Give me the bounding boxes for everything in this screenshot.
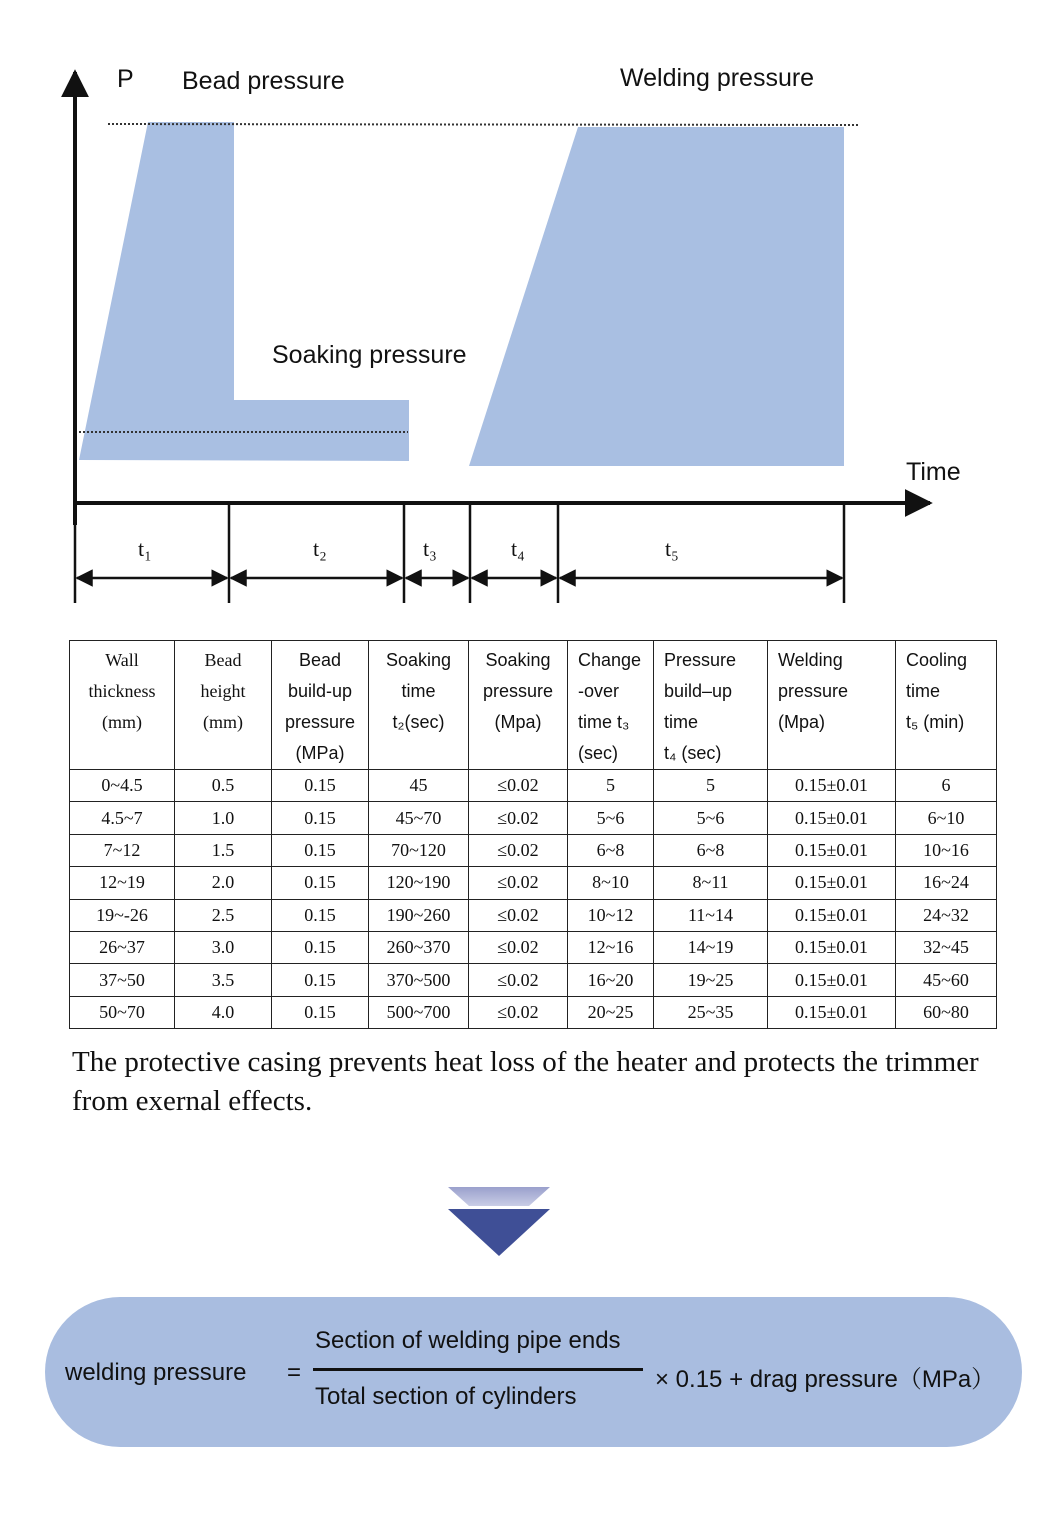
table-cell: 19~-26 (70, 899, 175, 931)
table-cell: 20~25 (568, 996, 654, 1028)
header-soaking-pressure: Soaking pressure (Mpa) (469, 641, 568, 770)
table-cell: 0.15±0.01 (768, 770, 896, 802)
interval-label-t2: t₂ (313, 536, 327, 561)
table-row (70, 931, 997, 963)
header-bead-buildup-pressure: Bead build-up pressure (MPa) (272, 641, 369, 770)
table-cell: 12~16 (568, 931, 654, 963)
table-cell: 70~120 (369, 834, 469, 866)
table-cell: ≤0.02 (469, 899, 568, 931)
table-cell: 10~16 (896, 834, 997, 866)
table-cell: 0.15±0.01 (768, 964, 896, 996)
table-cell: 0~4.5 (70, 770, 175, 802)
table-row (70, 802, 997, 834)
table-cell: ≤0.02 (469, 931, 568, 963)
table-cell: 0.15 (272, 802, 369, 834)
interval-label-t3: t₃ (423, 536, 437, 561)
table-cell: 0.15 (272, 867, 369, 899)
table-cell: 37~50 (70, 964, 175, 996)
bead-pressure-region (79, 122, 409, 461)
welding-pressure-label: Welding pressure (620, 64, 815, 92)
interval-label-t1: t₁ (138, 536, 152, 561)
table-cell: 50~70 (70, 996, 175, 1028)
table-cell: 8~10 (568, 867, 654, 899)
table-cell: 2.0 (175, 867, 272, 899)
interval-label-t4: t₄ (511, 536, 525, 561)
table-cell: ≤0.02 (469, 964, 568, 996)
table-cell: 0.15±0.01 (768, 899, 896, 931)
table-row (70, 834, 997, 866)
table-cell: 0.15 (272, 996, 369, 1028)
table-cell: ≤0.02 (469, 996, 568, 1028)
formula-numerator: Section of welding pipe ends (315, 1327, 621, 1354)
table-cell: 0.5 (175, 770, 272, 802)
header-changeover-time: Change -over time t₃ (sec) (568, 641, 654, 770)
welding-pressure-dotted-line (108, 124, 858, 125)
table-row (70, 899, 997, 931)
header-welding-pressure: Welding pressure (Mpa) (768, 641, 896, 770)
table-cell: 0.15 (272, 931, 369, 963)
table-cell: 1.5 (175, 834, 272, 866)
table-cell: 0.15±0.01 (768, 834, 896, 866)
table-cell: 24~32 (896, 899, 997, 931)
table-cell: 6 (896, 770, 997, 802)
table-cell: 1.0 (175, 802, 272, 834)
bead-pressure-label: Bead pressure (182, 67, 345, 95)
table-cell: 10~12 (568, 899, 654, 931)
header-pressure-buildup-time: Pressure build–up time t₄ (sec) (654, 641, 768, 770)
formula-left-term: welding pressure (65, 1359, 247, 1386)
table-cell: 6~8 (568, 834, 654, 866)
table-cell: 14~19 (654, 931, 768, 963)
table-cell: 16~20 (568, 964, 654, 996)
table-cell: 0.15±0.01 (768, 802, 896, 834)
table-body (70, 770, 997, 1029)
welding-pressure-region (469, 127, 844, 466)
table-cell: 500~700 (369, 996, 469, 1028)
table-cell: ≤0.02 (469, 834, 568, 866)
table-cell: 0.15 (272, 964, 369, 996)
table-cell: ≤0.02 (469, 867, 568, 899)
table-cell: 5~6 (568, 802, 654, 834)
interval-ticks (75, 503, 844, 603)
table-row (70, 867, 997, 899)
table-cell: 3.0 (175, 931, 272, 963)
table-cell: 19~25 (654, 964, 768, 996)
table-cell: ≤0.02 (469, 770, 568, 802)
table-cell: 5~6 (654, 802, 768, 834)
table-cell: 26~37 (70, 931, 175, 963)
welding-pressure-formula (45, 1297, 1022, 1447)
welding-parameter-table (69, 640, 997, 1029)
pressure-time-diagram (0, 0, 1049, 620)
header-soaking-time: Soaking time t₂(sec) (369, 641, 469, 770)
table-cell: 45~70 (369, 802, 469, 834)
formula-equals: = (287, 1359, 302, 1386)
table-cell: 60~80 (896, 996, 997, 1028)
table-cell: 370~500 (369, 964, 469, 996)
table-cell: 7~12 (70, 834, 175, 866)
table-cell: 6~8 (654, 834, 768, 866)
table-cell: 8~11 (654, 867, 768, 899)
table-cell: 32~45 (896, 931, 997, 963)
table-cell: 4.0 (175, 996, 272, 1028)
table-cell: 0.15±0.01 (768, 931, 896, 963)
header-cooling-time: Cooling time t₅ (min) (896, 641, 997, 770)
table-cell: 0.15 (272, 899, 369, 931)
table-cell: 0.15±0.01 (768, 996, 896, 1028)
table-cell: ≤0.02 (469, 802, 568, 834)
table-cell: 190~260 (369, 899, 469, 931)
table-cell: 120~190 (369, 867, 469, 899)
table-cell: 11~14 (654, 899, 768, 931)
table-cell: 0.15 (272, 770, 369, 802)
interval-label-t5: t₅ (665, 536, 679, 561)
caption-text: The protective casing prevents heat loss of the heater and protects the trimmer from exernal effects. (72, 1046, 979, 1117)
table-cell: 45~60 (896, 964, 997, 996)
arrow-down-icon (448, 1185, 550, 1257)
header-bead-height: Bead height (mm) (175, 641, 272, 770)
table-cell: 6~10 (896, 802, 997, 834)
table-cell: 12~19 (70, 867, 175, 899)
table-cell: 25~35 (654, 996, 768, 1028)
fraction-bar (313, 1368, 643, 1371)
table-cell: 5 (654, 770, 768, 802)
table-cell: 5 (568, 770, 654, 802)
table-cell: 4.5~7 (70, 802, 175, 834)
table-cell: 260~370 (369, 931, 469, 963)
formula-right-term: × 0.15 + drag pressure（MPa） (655, 1366, 996, 1393)
soaking-pressure-label: Soaking pressure (272, 341, 467, 369)
table-row (70, 964, 997, 996)
table-cell: 0.15±0.01 (768, 867, 896, 899)
table-cell: 3.5 (175, 964, 272, 996)
table-cell: 16~24 (896, 867, 997, 899)
table-row (70, 996, 997, 1028)
table-row (70, 770, 997, 802)
y-axis-label: P (117, 65, 134, 93)
table-header-row (70, 641, 997, 770)
formula-denominator: Total section of cylinders (315, 1383, 577, 1410)
header-wall-thickness: Wall thickness (mm) (70, 641, 175, 770)
table-cell: 45 (369, 770, 469, 802)
table-cell: 2.5 (175, 899, 272, 931)
x-axis-label: Time (906, 458, 961, 486)
table-cell: 0.15 (272, 834, 369, 866)
